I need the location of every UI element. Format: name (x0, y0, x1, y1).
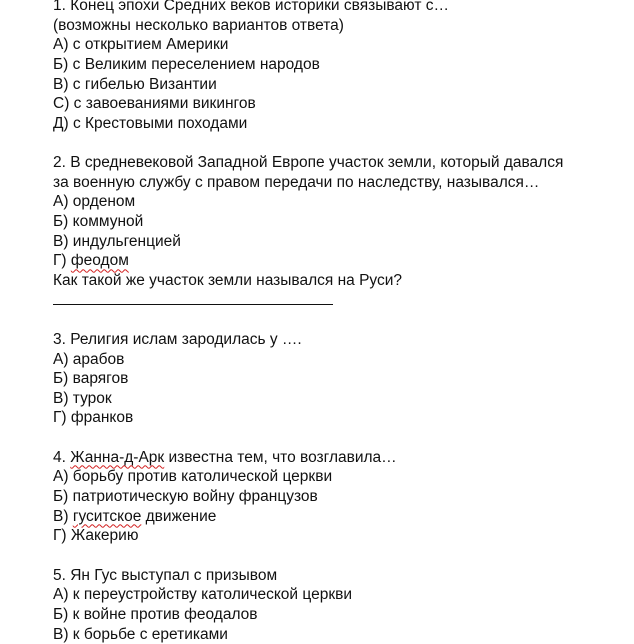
question-4-option-d: Г) Жакерию (53, 526, 628, 546)
question-2-option-b: Б) коммуной (53, 212, 628, 232)
question-5-text: 5. Ян Гус выступал с призывом (53, 566, 628, 586)
question-3-option-b: Б) варягов (53, 369, 628, 389)
question-2-option-c: В) индульгенцией (53, 232, 628, 252)
question-2-followup: Как такой же участок земли назывался на Руси? (53, 271, 628, 291)
question-4-option-a: А) борьбу против католической церкви (53, 467, 628, 487)
question-2-answer-blank[interactable] (53, 291, 628, 311)
question-4-option-c-word: гуситское (73, 508, 142, 525)
question-2-option-d-prefix: Г) (53, 252, 71, 269)
blank-line (53, 546, 628, 566)
question-3-option-c: В) турок (53, 389, 628, 409)
question-2-option-d-word: феодом (71, 252, 129, 269)
question-5-option-b: Б) к войне против феодалов (53, 605, 628, 625)
question-2-text-line-1: 2. В средневековой Западной Европе участок земли, который давался (53, 153, 628, 173)
blank-line (53, 310, 628, 330)
question-3-option-a: А) арабов (53, 350, 628, 370)
question-2-text-line-2: за военную службу с правом передачи по наследству, назывался… (53, 173, 628, 193)
question-3-option-d: Г) франков (53, 408, 628, 428)
question-3-text: 3. Религия ислам зародилась у …. (53, 330, 628, 350)
question-2-option-a: А) орденом (53, 192, 628, 212)
question-2-option-d (53, 251, 628, 271)
question-1-option-c: В) с гибелью Византии (53, 75, 628, 95)
question-4-suffix: известна тем, что возглавила… (164, 449, 396, 466)
question-1-option-e: Д) с Крестовыми походами (53, 114, 628, 134)
question-4-prefix: 4. (53, 449, 70, 466)
blank-line (53, 133, 628, 153)
question-1-note: (возможны несколько вариантов ответа) (53, 16, 628, 36)
question-4-option-c-suffix: движение (141, 508, 216, 525)
question-4-text (53, 448, 628, 468)
quiz-page (53, 0, 628, 644)
question-1-option-b: Б) с Великим переселением народов (53, 55, 628, 75)
question-5-option-a: А) к переустройству католической церкви (53, 585, 628, 605)
question-5-option-c: В) к борьбе с еретиками (53, 625, 628, 644)
blank-line (53, 428, 628, 448)
question-4-option-b: Б) патриотическую войну французов (53, 487, 628, 507)
question-4-name: Жанна-д-Арк (70, 449, 164, 466)
question-4-option-c (53, 507, 628, 527)
question-1-option-a: А) с открытием Америки (53, 35, 628, 55)
answer-underline[interactable] (53, 293, 333, 305)
question-1-option-d: С) с завоеваниями викингов (53, 94, 628, 114)
question-4-option-c-prefix: В) (53, 508, 73, 525)
question-1-text: 1. Конец эпохи Средних веков историки связывают с… (53, 0, 628, 16)
